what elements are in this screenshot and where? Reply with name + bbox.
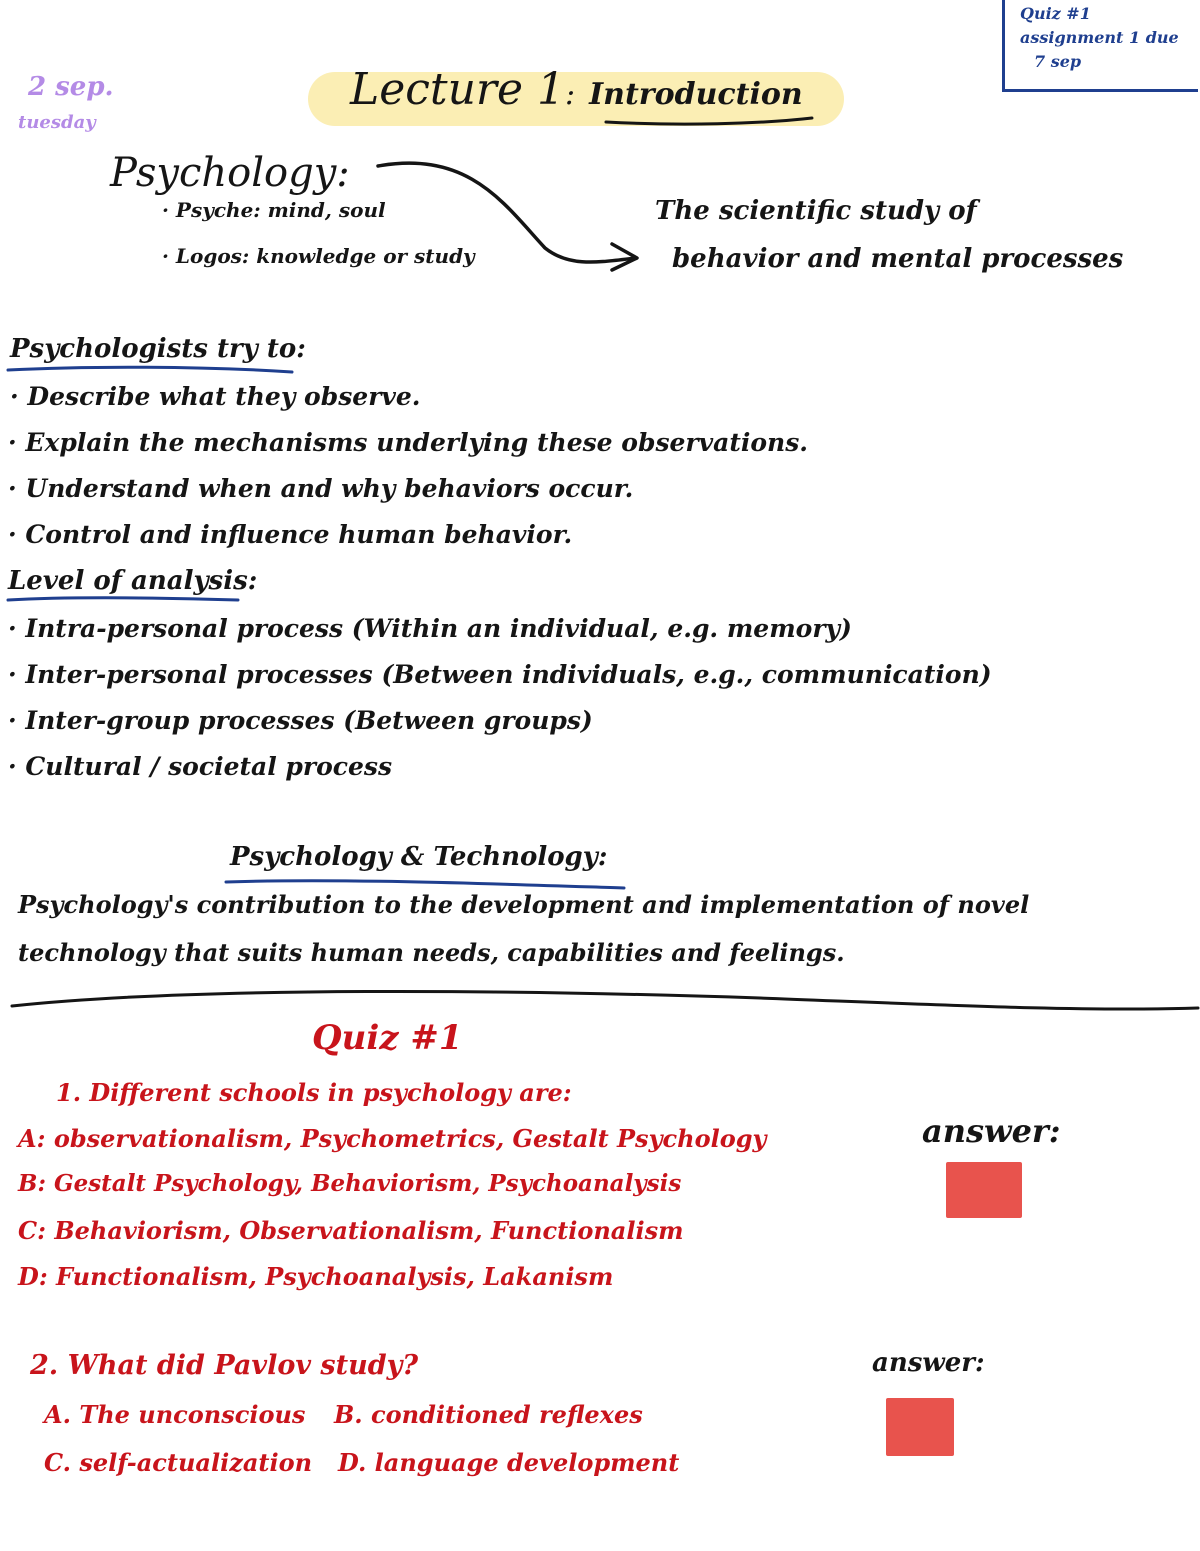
levels-item-inter: · Inter-personal processes (Between individuals, e.g., communication) <box>8 660 992 689</box>
q2-option-b: B. conditioned reflexes <box>334 1400 643 1429</box>
q1-answer-label: answer: <box>922 1112 1061 1150</box>
levels-underline <box>8 598 238 600</box>
definition-line-2: behavior and mental processes <box>672 244 1124 274</box>
q2-question: 2. What did Pavlov study? <box>30 1350 419 1381</box>
q2-option-a: A. The unconscious <box>44 1400 306 1429</box>
corner-note-line-1: Quiz #1 <box>1020 4 1091 23</box>
date-day: 2 sep. <box>28 72 114 102</box>
psychologists-item-describe: · Describe what they observe. <box>10 382 421 411</box>
levels-item-intra: · Intra-personal process (Within an individual, e.g. memory) <box>8 614 852 643</box>
levels-item-cultural: · Cultural / societal process <box>8 752 393 781</box>
technology-heading: Psychology & Technology: <box>230 842 608 872</box>
definition-arrow <box>378 163 636 262</box>
q1-option-c: C: Behaviorism, Observationalism, Functionalism <box>18 1216 684 1245</box>
corner-note-line-3: 7 sep <box>1034 52 1082 71</box>
quiz-title: Quiz #1 <box>312 1018 463 1058</box>
definition-arrow-head <box>612 244 637 270</box>
psychology-heading: Psychology: <box>110 150 350 196</box>
psychologists-item-understand: · Understand when and why behaviors occur. <box>8 474 634 503</box>
psychologists-heading: Psychologists try to: <box>10 334 306 364</box>
q1-question: 1. Different schools in psychology are: <box>56 1078 572 1107</box>
title-sub-underline <box>606 118 812 124</box>
title-colon: : <box>564 77 576 112</box>
title-main: Lecture 1 <box>350 64 565 115</box>
technology-line-2: technology that suits human needs, capabilities and feelings. <box>18 938 845 967</box>
corner-note-line-2: assignment 1 due <box>1020 28 1179 47</box>
psychologists-underline <box>8 367 292 372</box>
q2-option-d: D. language development <box>338 1448 680 1477</box>
q1-option-d: D: Functionalism, Psychoanalysis, Lakanism <box>18 1262 614 1291</box>
title-sub: Introduction <box>589 77 803 112</box>
levels-item-group: · Inter-group processes (Between groups) <box>8 706 593 735</box>
logos-bullet: · Logos: knowledge or study <box>162 244 475 268</box>
q1-option-a: A: observationalism, Psychometrics, Gestalt Psychology <box>18 1124 767 1153</box>
technology-underline <box>226 881 624 888</box>
levels-heading: Level of analysis: <box>8 566 258 596</box>
psychologists-item-explain: · Explain the mechanisms underlying these observations. <box>8 428 808 457</box>
psychologists-item-control: · Control and influence human behavior. <box>8 520 573 549</box>
section-divider <box>12 991 1198 1009</box>
q1-option-b: B: Gestalt Psychology, Behaviorism, Psychoanalysis <box>18 1170 682 1197</box>
date-weekday: tuesday <box>18 112 96 133</box>
technology-line-1: Psychology's contribution to the development and implementation of novel <box>18 890 1030 919</box>
q2-option-c: C. self-actualization <box>44 1448 313 1477</box>
q2-answer-label: answer: <box>872 1348 985 1378</box>
psyche-bullet: · Psyche: mind, soul <box>162 198 386 222</box>
definition-line-1: The scientific study of <box>655 196 977 226</box>
